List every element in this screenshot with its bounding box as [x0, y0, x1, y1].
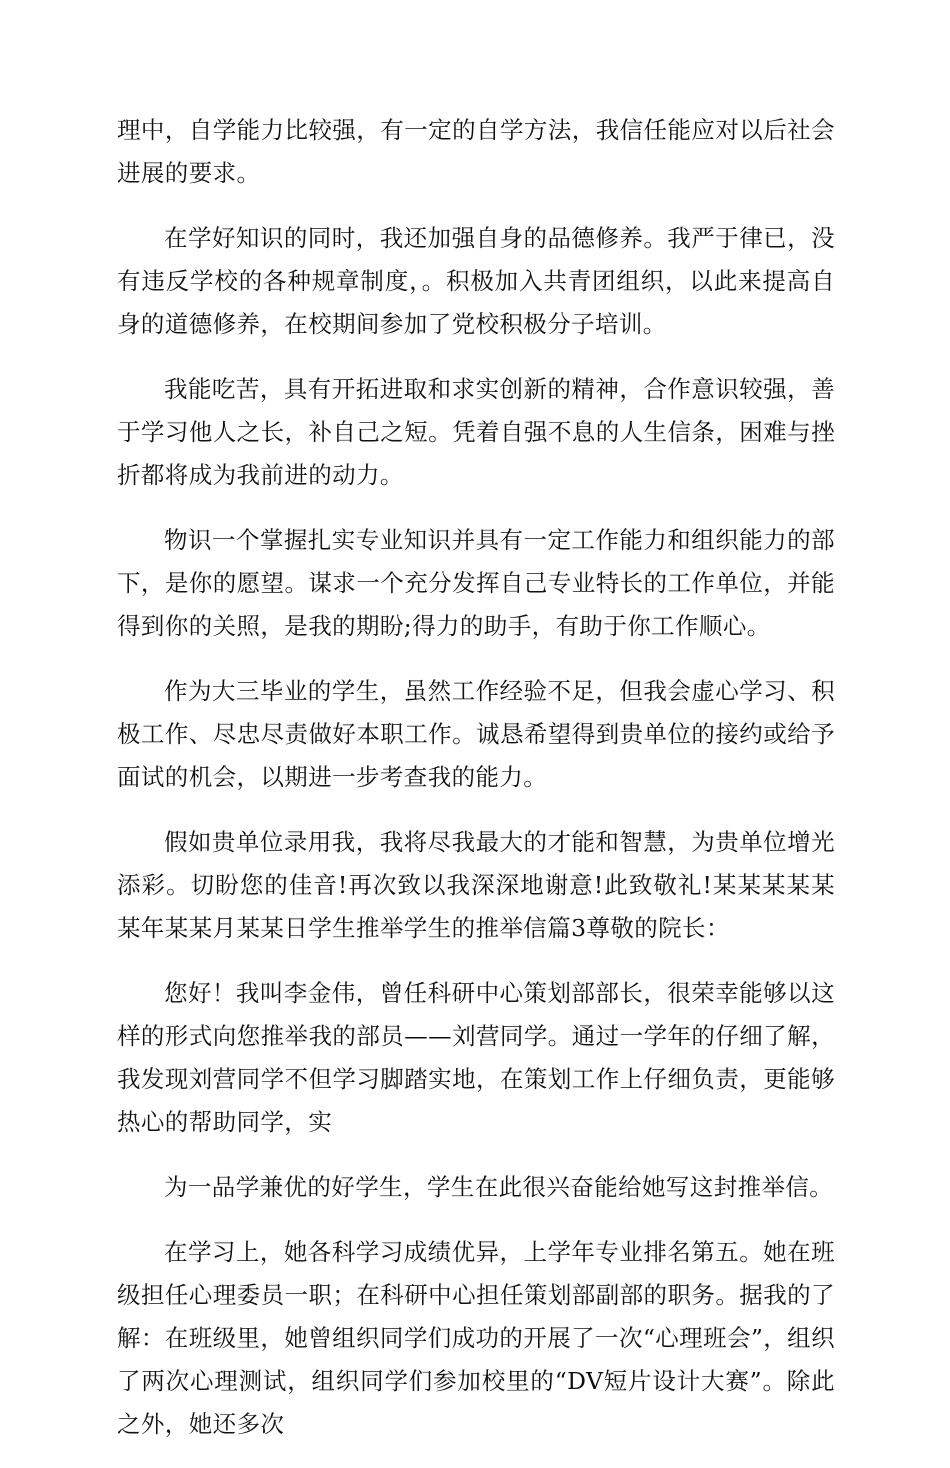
paragraph-8: 为一品学兼优的好学生，学生在此很兴奋能给她写这封推举信。: [164, 1173, 834, 1201]
paragraph-1: 理中，自学能力比较强，有一定的自学方法，我信任能应对以后社会进展的要求。: [117, 116, 835, 187]
paragraph-4: 物识一个掌握扎实专业知识并具有一定工作能力和组织能力的部下，是你的愿望。谋求一个充分发挥自己专业特长的工作单位，并能得到你的关照，是我的期盼;得力的助手，有助于你工作顺心。: [117, 526, 835, 640]
document-body: [117, 109, 835, 1468]
paragraph-2: 在学好知识的同时，我还加强自身的品德修养。我严于律已，没有违反学校的各种规章制度，。积极加入共青团组织，以此来提高自身的道德修养，在校期间参加了党校积极分子培训。: [117, 224, 835, 338]
paragraph-7: 您好！我叫李金伟，曾任科研中心策划部部长，很荣幸能够以这样的形式向您推举我的部员——刘营同学。通过一学年的仔细了解，我发现刘营同学不但学习脚踏实地，在策划工作上仔细负责，更能够热心的帮助同学，实: [117, 979, 835, 1136]
paragraph-9: 在学习上，她各科学习成绩优异，上学年专业排名第五。她在班级担任心理委员一职；在科研中心担任策划部副部的职务。据我的了解：在班级里，她曾组织同学们成功的开展了一次“心理班会”，组织了两次心理测试，组织同学们参加校里的“DV短片设计大赛”。除此之外，她还多次: [117, 1238, 835, 1438]
paragraph-3: 我能吃苦，具有开拓进取和求实创新的精神，合作意识较强，善于学习他人之长，补自己之短。凭着自强不息的人生信条，困难与挫折都将成为我前进的动力。: [117, 375, 835, 489]
paragraph-5: 作为大三毕业的学生，虽然工作经验不足，但我会虚心学习、积极工作、尽忠尽责做好本职工作。诚恳希望得到贵单位的接约或给予面试的机会，以期进一步考查我的能力。: [117, 677, 835, 791]
paragraph-6: 假如贵单位录用我，我将尽我最大的才能和智慧，为贵单位增光添彩。切盼您的佳音!再次致以我深深地谢意!此致敬礼!某某某某某某年某某月某某日学生推举学生的推举信篇3尊敬的院长：: [117, 828, 835, 942]
